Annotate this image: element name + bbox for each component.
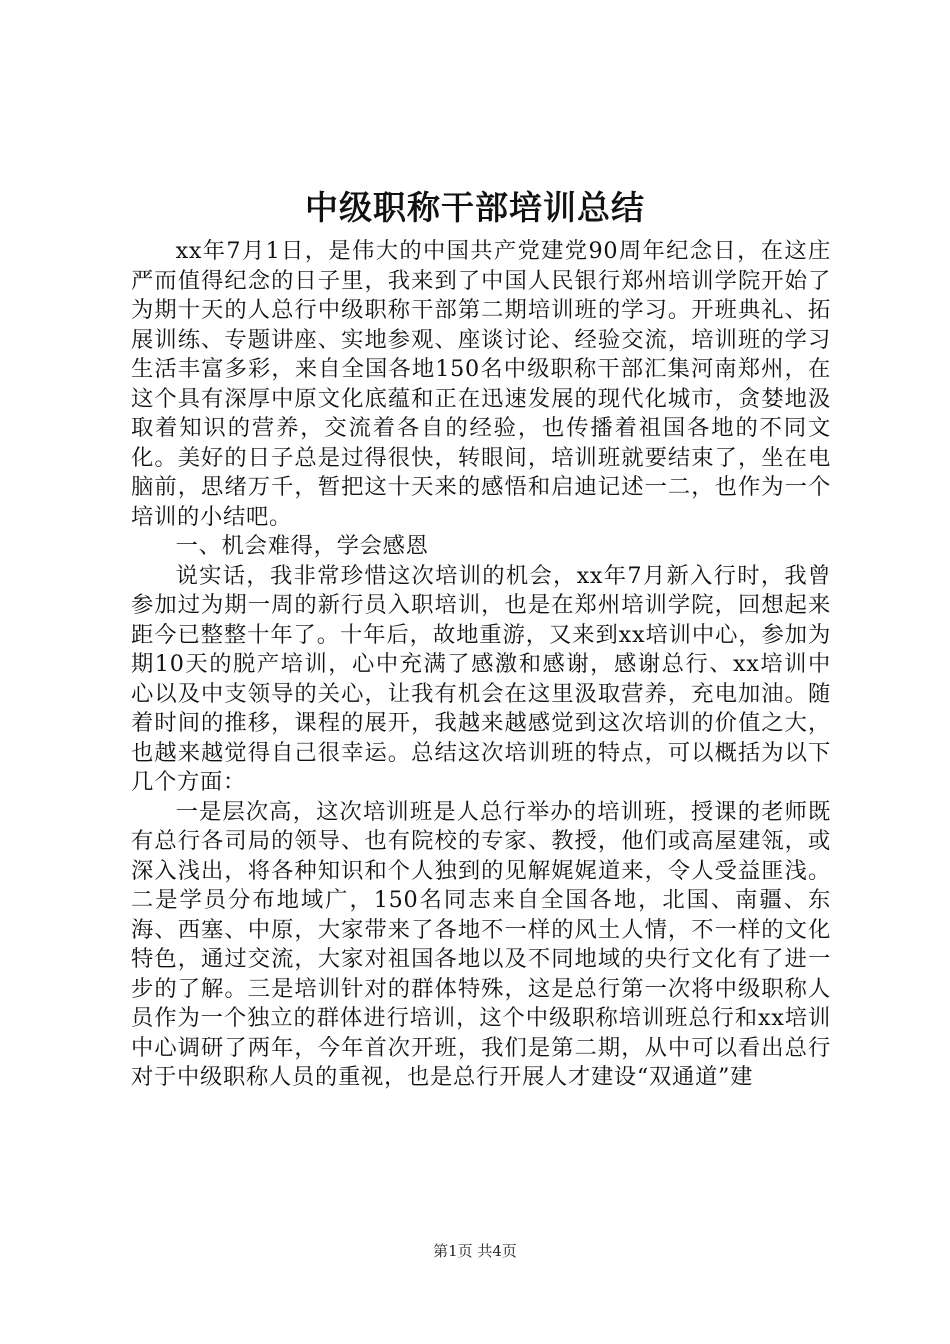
page-footer: 第1页 共4页	[433, 1242, 517, 1260]
paragraph-intro: xx年7月1日，是伟大的中国共产党建党90周年纪念日，在这庄严而值得纪念的日子里，我来到了中国人民银行郑州培训学院开始了为期十天的人总行中级职称干部第二期培训班的学习。开班典礼、拓展训练、专题讲座、实地参观、座谈讨论、经验交流，培训班的学习生活丰富多彩，来自全国各地150名中级职称干部汇集河南郑州，在这个具有深厚中原文化底蕴和正在迅速发展的现代化城市，贪婪地汲取着知识的营养，交流着各自的经验，也传播着祖国各地的不同文化。美好的日子总是过得很快，转眼间，培训班就要结束了，坐在电脑前，思绪万千，暂把这十天来的感悟和启迪记述一二，也作为一个培训的小结吧。	[131, 238, 831, 530]
paragraph-opportunity: 说实话，我非常珍惜这次培训的机会，xx年7月新入行时，我曾参加过为期一周的新行员入职培训，也是在郑州培训学院，回想起来距今已整整十年了。十年后，故地重游，又来到xx培训中心，参加为期10天的脱产培训，心中充满了感激和感谢，感谢总行、xx培训中心以及中支领导的关心，让我有机会在这里汲取营养，充电加油。随着时间的推移，课程的展开，我越来越感觉到这次培训的价值之大，也越来越觉得自己很幸运。总结这次培训班的特点，可以概括为以下几个方面：	[131, 562, 831, 795]
document-title: 中级职称干部培训总结	[305, 188, 645, 227]
document-body	[131, 237, 831, 1093]
section-heading-1: 一、机会难得，学会感恩	[175, 533, 429, 559]
paragraph-features: 一是层次高，这次培训班是人总行举办的培训班，授课的老师既有总行各司局的领导、也有院校的专家、教授，他们或高屋建瓴，或深入浅出，将各种知识和个人独到的见解娓娓道来，令人受益匪浅。二是学员分布地域广，150名同志来自全国各地，北国、南疆、东海、西塞、中原，大家带来了各地不一样的风土人情，不一样的文化特色，通过交流，大家对祖国各地以及不同地域的央行文化有了进一步的了解。三是培训针对的群体特殊，这是总行第一次将中级职称人员作为一个独立的群体进行培训，这个中级职称培训班总行和xx培训中心调研了两年，今年首次开班，我们是第二期，从中可以看出总行对于中级职称人员的重视，也是总行开展人才建设“双通道”建	[131, 798, 831, 1090]
